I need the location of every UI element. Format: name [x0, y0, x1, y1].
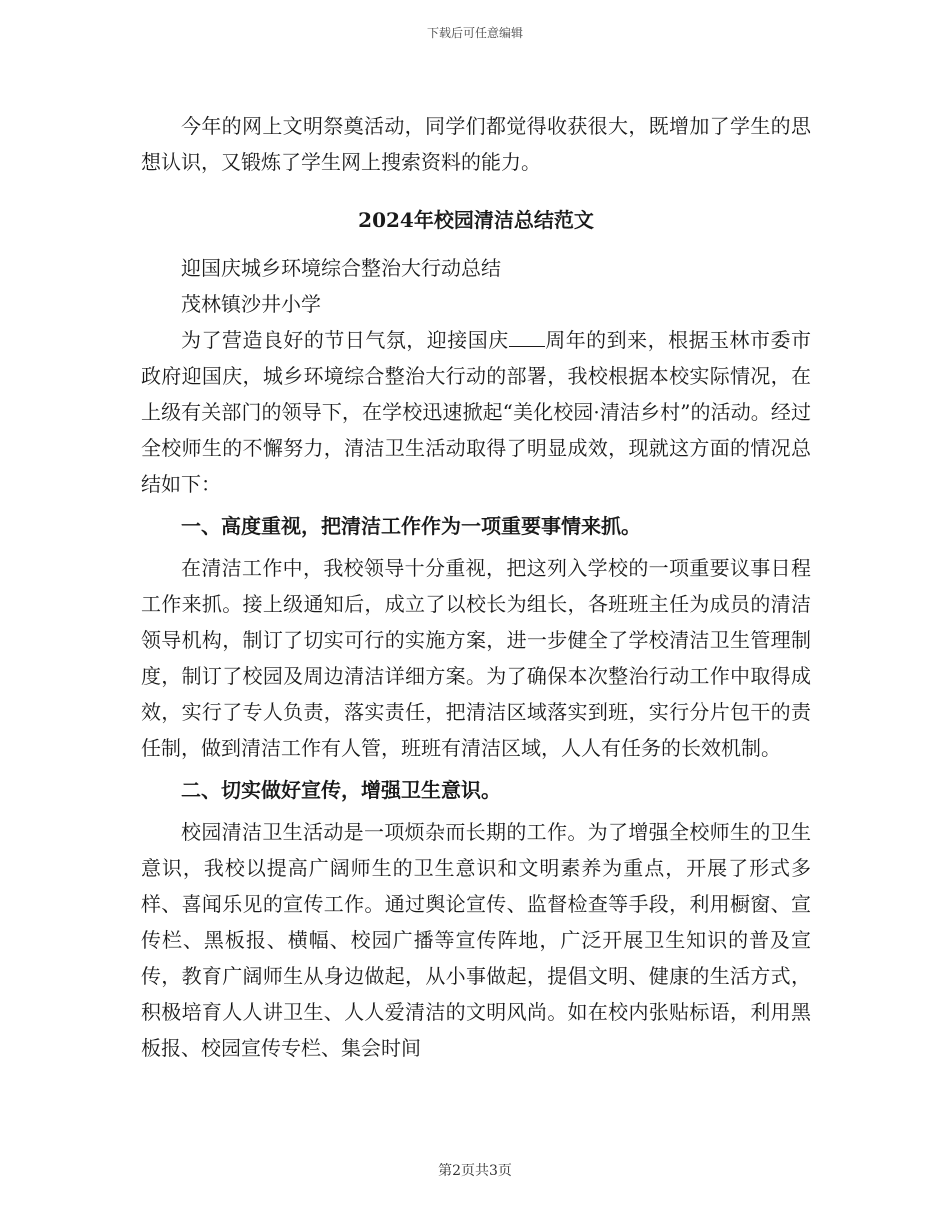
- paragraph-3: 校园清洁卫生活动是一项烦杂而长期的工作。为了增强全校师生的卫生意识，我校以提高广阔师生的卫生意识和文明素养为重点，开展了形式多样、喜闻乐见的宣传工作。通过舆论宣传、监督检查等手段，利用橱窗、宣传栏、黑板报、横幅、校园广播等宣传阵地，广泛开展卫生知识的普及宣传，教育广阔师生从身边做起，从小事做起，提倡文明、健康的生活方式，积极培育人人讲卫生、人人爱清洁的文明风尚。如在校内张贴标语，利用黑板报、校园宣传专栏、集会时间: [141, 820, 811, 1060]
- school-name: 茂林镇沙井小学: [181, 292, 321, 316]
- paragraph-2: 在清洁工作中，我校领导十分重视，把这列入学校的一项重要议事日程工作来抓。接上级通知后，成立了以校长为组长，各班班主任为成员的清洁领导机构，制订了切实可行的实施方案，进一步健全了学校清洁卫生管理制度，制订了校园及周边清洁详细方案。为了确保本次整治行动工作中取得成效，实行了专人负责，落实责任，把清洁区域落实到班，实行分片包干的责任制，做到清洁工作有人管，班班有清洁区域，人人有任务的长效机制。: [141, 556, 811, 760]
- section-heading-2: 二、切实做好宣传，增强卫生意识。: [181, 778, 501, 802]
- page-header-note: 下载后可任意编辑: [426, 26, 523, 40]
- fill-in-blank: [509, 346, 545, 347]
- document-subtitle: 迎国庆城乡环境综合整治大行动总结: [181, 256, 501, 280]
- document-title: 2024年校园清洁总结范文: [358, 208, 594, 232]
- intro-paragraph: 今年的网上文明祭奠活动，同学们都觉得收获很大，既增加了学生的思想认识，又锻炼了学生网上搜索资料的能力。: [141, 114, 811, 174]
- section-heading-1: 一、高度重视，把清洁工作作为一项重要事情来抓。: [181, 514, 641, 538]
- page-number-footer: 第2页共3页: [438, 1163, 512, 1179]
- paragraph-1-rest: 周年的到来，根据玉林市委市政府迎国庆，城乡环境综合整治大行动的部署，我校根据本校实际情况，在上级有关部门的领导下，在学校迅速掀起“美化校园·清洁乡村”的活动。经过全校师生的不懈努力，清洁卫生活动取得了明显成效，现就这方面的情况总结如下：: [141, 328, 812, 496]
- paragraph-1-start: 为了营造良好的节日气氛，迎接国庆: [181, 328, 509, 352]
- document-body: [141, 108, 811, 1066]
- paragraph-1: [141, 322, 811, 502]
